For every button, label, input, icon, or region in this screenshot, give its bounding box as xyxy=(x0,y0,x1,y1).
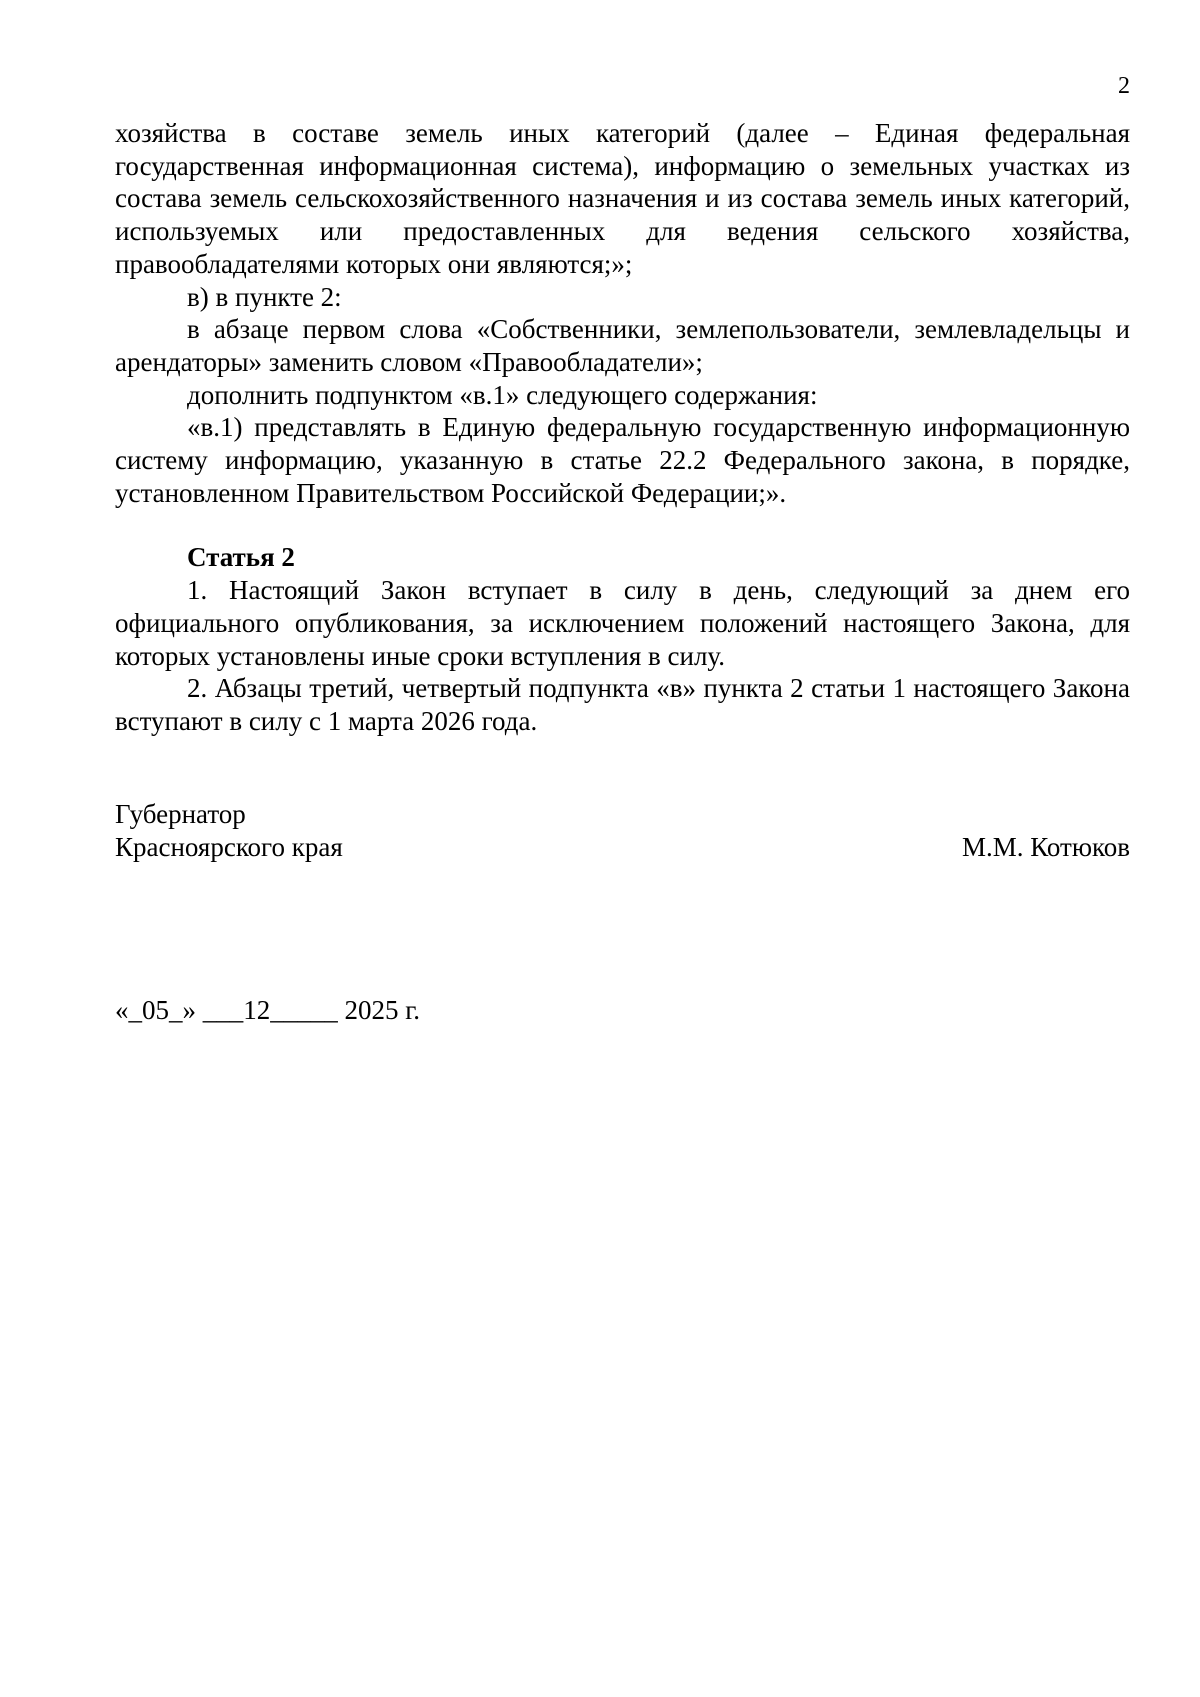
paragraph-replace-words: в абзаце первом слова «Собственники, землепользователи, землевладельцы и арендаторы» заменить словом «Правообладатели»; xyxy=(115,314,1130,377)
paragraph-subpoint-v: в) в пункте 2: xyxy=(187,281,342,312)
article-heading: Статья 2 xyxy=(187,542,295,573)
document-body xyxy=(115,117,1130,738)
paragraph-subpoint-v1: «в.1) представлять в Единую федеральную государственную информационную систему информацию, указанную в статье 22.2 Федерального закона, в порядке, установленном Правительством Российской Федерации;». xyxy=(115,412,1130,508)
signature-block xyxy=(115,798,1130,863)
signatory-name: М.М. Котюков xyxy=(961,831,1130,862)
article-paragraph-2: 2. Абзацы третий, четвертый подпункта «в» пункта 2 статьи 1 настоящего Закона вступают в силу с 1 марта 2026 года. xyxy=(115,673,1130,736)
page-number: 2 xyxy=(1118,73,1130,99)
signing-date: «_05_» ___12_____ 2025 г. xyxy=(115,995,421,1025)
signature-title-line2: Красноярского края xyxy=(115,831,343,862)
article-paragraph-1: 1. Настоящий Закон вступает в силу в день, следующий за днем его официального опубликования, за исключением положений настоящего Закона, для которых установлены иные сроки вступления в силу. xyxy=(115,575,1130,671)
paragraph-continuation: хозяйства в составе земель иных категорий (далее – Единая федеральная государственная информационная система), информацию о земельных участках из состава земель сельскохозяйственного назначения и из состава земель иных категорий, используемых или предоставленных для ведения сельского хозяйства, правообладателями которых они являются;»; xyxy=(115,118,1130,279)
signature-title-line1: Губернатор xyxy=(115,799,246,829)
paragraph-add-subpoint: дополнить подпунктом «в.1» следующего содержания: xyxy=(187,379,818,410)
